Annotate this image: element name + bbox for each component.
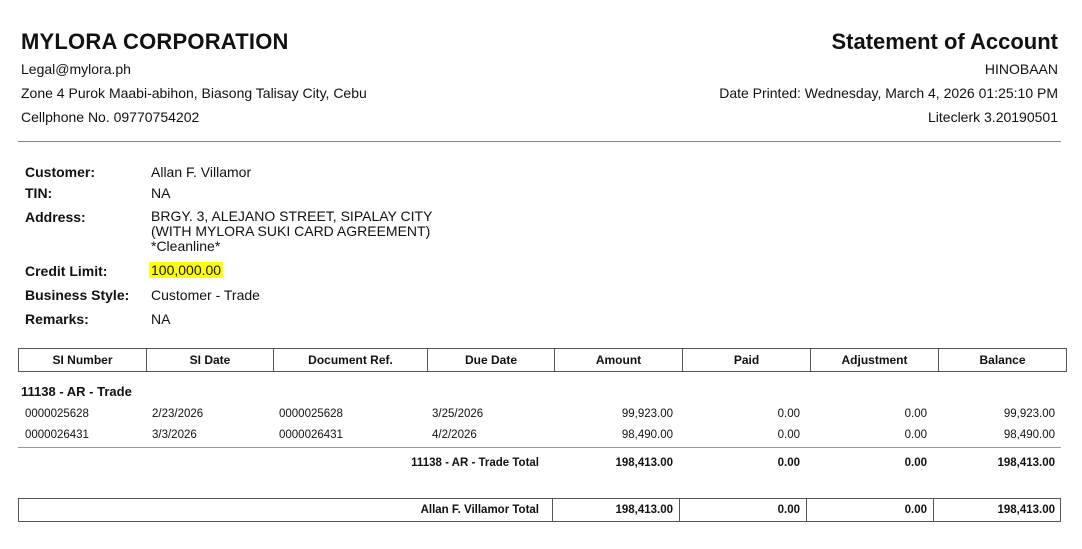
business-style-value: Customer - Trade — [151, 287, 260, 303]
col-paid: Paid — [683, 349, 811, 372]
group-total-divider — [18, 447, 1061, 448]
credit-limit-label: Credit Limit: — [25, 263, 108, 279]
customer-total-paid: 0.00 — [777, 504, 800, 516]
amount-cell: 99,923.00 — [621, 408, 673, 420]
address-line: BRGY. 3, ALEJANO STREET, SIPALAY CITY — [151, 208, 433, 224]
tin-label: TIN: — [25, 185, 53, 201]
total-column-divider — [679, 498, 680, 522]
si-number-cell: 0000025628 — [25, 408, 89, 420]
group-total-amount: 198,413.00 — [615, 457, 673, 469]
adjustment-cell: 0.00 — [904, 408, 927, 420]
address-label: Address: — [25, 209, 86, 225]
si-number-cell: 0000026431 — [25, 429, 89, 441]
account-group-title: 11138 - AR - Trade — [21, 384, 132, 399]
paid-cell: 0.00 — [777, 408, 800, 420]
group-total-label: 11138 - AR - Trade Total — [411, 457, 539, 469]
software-version: Liteclerk 3.20190501 — [928, 109, 1058, 125]
customer-address — [151, 209, 432, 254]
col-amount: Amount — [555, 349, 683, 372]
balance-cell: 99,923.00 — [1003, 408, 1055, 420]
customer-total-label: Allan F. Villamor Total — [420, 504, 539, 516]
si-date-cell: 2/23/2026 — [152, 408, 204, 420]
credit-limit-highlight: 100,000.00 — [151, 262, 222, 278]
address-line: *Cleanline* — [151, 238, 221, 254]
company-address: Zone 4 Purok Maabi-abihon, Biasong Talisay City, Cebu — [21, 85, 367, 101]
col-document-ref: Document Ref. — [274, 349, 428, 372]
si-date-cell: 3/3/2026 — [152, 429, 197, 441]
business-style-label: Business Style: — [25, 287, 130, 303]
company-phone: Cellphone No. 09770754202 — [21, 109, 200, 125]
col-adjustment: Adjustment — [811, 349, 939, 372]
paid-cell: 0.00 — [777, 429, 800, 441]
customer-label: Customer: — [25, 164, 96, 180]
col-due-date: Due Date — [428, 349, 555, 372]
col-balance: Balance — [939, 349, 1067, 372]
customer-total-amount: 198,413.00 — [615, 504, 673, 516]
statement-table-header — [18, 348, 1067, 372]
due-date-cell: 4/2/2026 — [432, 429, 477, 441]
col-si-date: SI Date — [147, 349, 274, 372]
group-total-balance: 198,413.00 — [997, 457, 1055, 469]
total-column-divider — [552, 498, 553, 522]
report-title: Statement of Account — [831, 29, 1058, 54]
tin-value: NA — [151, 185, 171, 201]
due-date-cell: 3/25/2026 — [432, 408, 484, 420]
credit-limit-value — [151, 262, 223, 278]
total-column-divider — [933, 498, 934, 522]
balance-cell: 98,490.00 — [1003, 429, 1055, 441]
header-divider — [18, 141, 1061, 142]
branch-name: HINOBAAN — [984, 61, 1058, 77]
customer-name: Allan F. Villamor — [151, 164, 252, 180]
address-line: (WITH MYLORA SUKI CARD AGREEMENT) — [151, 223, 431, 239]
doc-ref-cell: 0000025628 — [279, 408, 343, 420]
date-printed: Date Printed: Wednesday, March 4, 2026 01:25:10 PM — [719, 85, 1058, 101]
remarks-value: NA — [151, 311, 171, 327]
amount-cell: 98,490.00 — [621, 429, 673, 441]
col-si-number: SI Number — [19, 349, 147, 372]
group-total-paid: 0.00 — [777, 457, 800, 469]
customer-total-balance: 198,413.00 — [997, 504, 1055, 516]
company-name: MYLORA CORPORATION — [21, 29, 289, 54]
total-column-divider — [806, 498, 807, 522]
company-email: Legal@mylora.ph — [21, 61, 131, 77]
doc-ref-cell: 0000026431 — [279, 429, 343, 441]
remarks-label: Remarks: — [25, 311, 89, 327]
adjustment-cell: 0.00 — [904, 429, 927, 441]
group-total-adjustment: 0.00 — [904, 457, 927, 469]
customer-total-adjustment: 0.00 — [904, 504, 927, 516]
